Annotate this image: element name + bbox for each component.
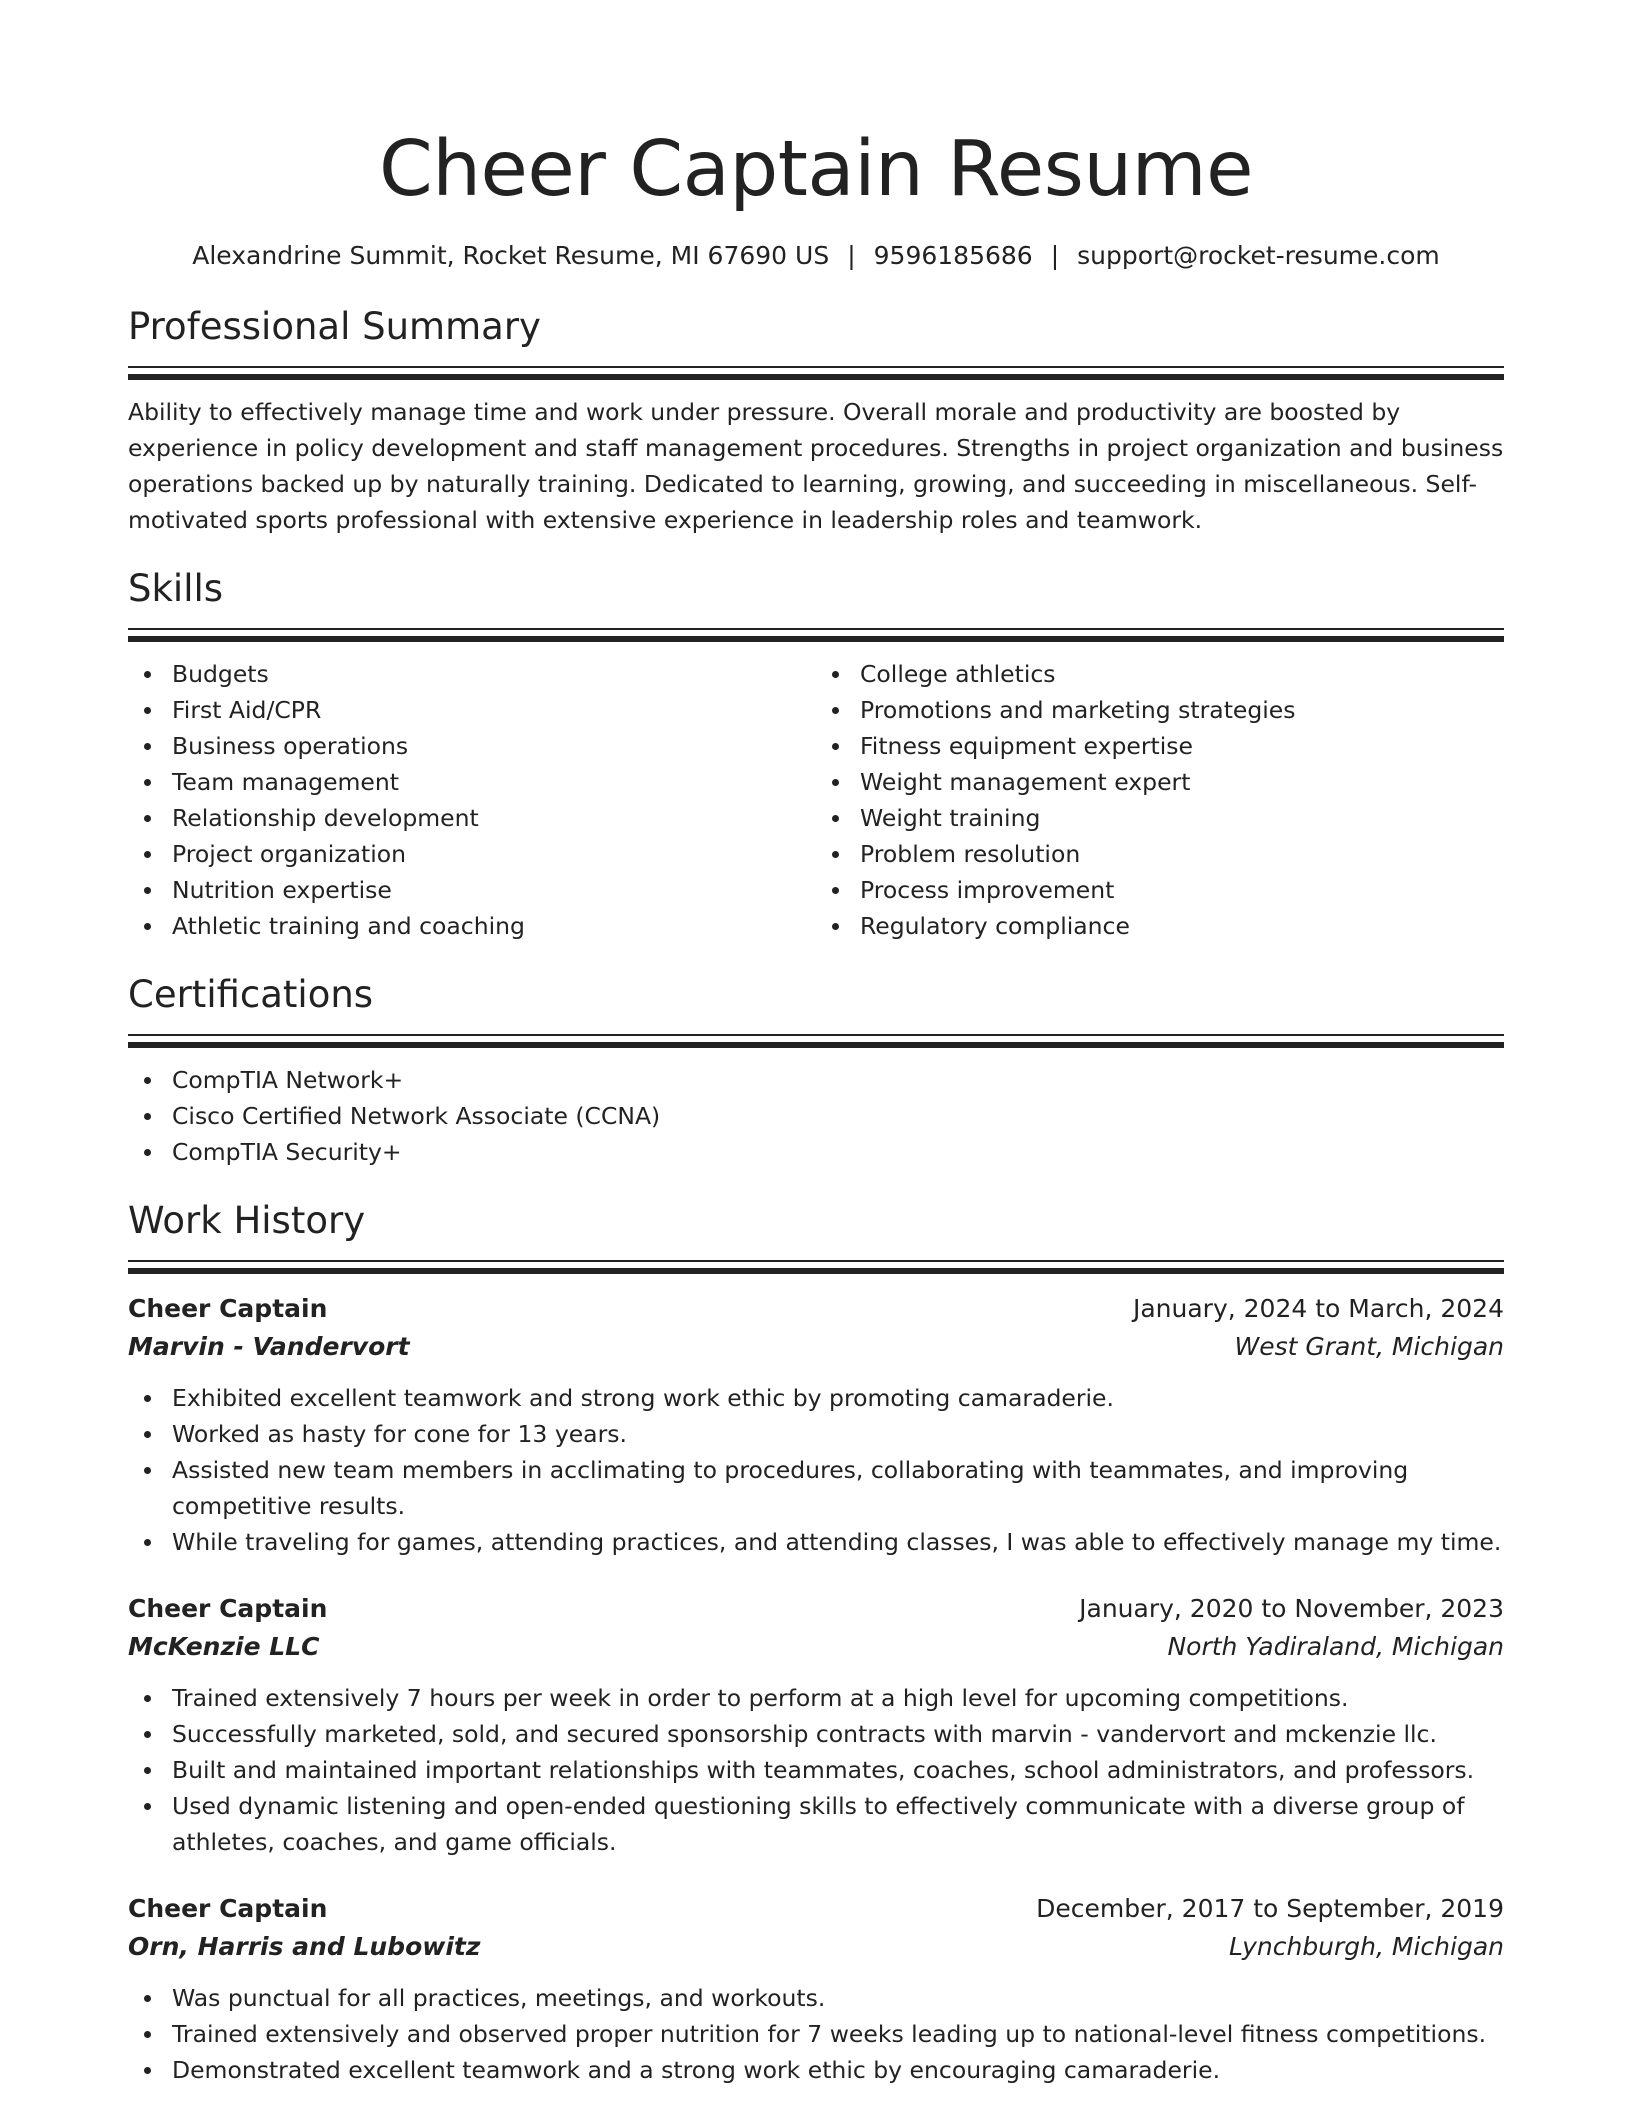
job-entry — [128, 1590, 1504, 1860]
skill-item: Fitness equipment expertise — [860, 728, 1504, 764]
job-location: Lynchburgh, Michigan — [1229, 1932, 1504, 1961]
skill-item: Promotions and marketing strategies — [860, 692, 1504, 728]
summary-heading: Professional Summary — [128, 305, 541, 348]
skills-grid — [128, 656, 1504, 944]
job-subheader-row — [128, 1928, 1504, 1966]
job-bullet: Successfully marketed, sold, and secured sponsorship contracts with marvin - vandervort and mckenzie llc. — [172, 1716, 1504, 1752]
certification-item: CompTIA Security+ — [172, 1134, 1504, 1170]
skill-item: Athletic training and coaching — [172, 908, 816, 944]
job-dates: January, 2024 to March, 2024 — [1132, 1294, 1504, 1323]
job-location: West Grant, Michigan — [1234, 1332, 1504, 1361]
contact-separator: | — [1050, 241, 1060, 270]
job-header-row — [128, 1890, 1504, 1928]
job-company: Orn, Harris and Lubowitz — [128, 1932, 481, 1961]
job-bullet: Trained extensively and observed proper nutrition for 7 weeks leading up to national-level fitness competitions. — [172, 2016, 1504, 2052]
certification-item: Cisco Certified Network Associate (CCNA) — [172, 1098, 1504, 1134]
summary-section — [128, 302, 1504, 538]
job-bullets — [128, 1680, 1504, 1860]
job-bullet: Trained extensively 7 hours per week in order to perform at a high level for upcoming competitions. — [172, 1680, 1504, 1716]
skills-right-list — [816, 656, 1504, 944]
job-bullets — [128, 1980, 1504, 2088]
skill-item: Budgets — [172, 656, 816, 692]
skill-item: Problem resolution — [860, 836, 1504, 872]
job-subheader-row — [128, 1328, 1504, 1366]
contact-email[interactable]: support@rocket-resume.com — [1077, 241, 1440, 270]
skill-item: Business operations — [172, 728, 816, 764]
section-divider — [128, 366, 1504, 380]
certifications-list — [128, 1062, 1504, 1170]
job-entry — [128, 1890, 1504, 2088]
job-bullet: Assisted new team members in acclimating to procedures, collaborating with teammates, and improving competitive results. — [172, 1452, 1504, 1524]
skill-item: Process improvement — [860, 872, 1504, 908]
skill-item: Weight training — [860, 800, 1504, 836]
job-header-row — [128, 1590, 1504, 1628]
summary-text: Ability to effectively manage time and work under pressure. Overall morale and productivity are boosted by experience in policy development and staff management procedures. Strengths in project organization and business operations backed up by naturally training. Dedicated to learning, growing, and succeeding in miscellaneous. Self-motivated sports professional with extensive experience in leadership roles and teamwork. — [128, 398, 1504, 534]
skill-item: First Aid/CPR — [172, 692, 816, 728]
skill-item: Weight management expert — [860, 764, 1504, 800]
job-company: Marvin - Vandervort — [128, 1332, 410, 1361]
job-bullet: Exhibited excellent teamwork and strong work ethic by promoting camaraderie. — [172, 1380, 1504, 1416]
job-bullet: Built and maintained important relationships with teammates, coaches, school administrators, and professors. — [172, 1752, 1504, 1788]
job-subheader-row — [128, 1628, 1504, 1666]
contact-phone: 9596185686 — [873, 241, 1033, 270]
job-company: McKenzie LLC — [128, 1632, 320, 1661]
certifications-heading: Certifications — [128, 973, 374, 1016]
skills-left-list — [128, 656, 816, 944]
job-title: Cheer Captain — [128, 1294, 328, 1323]
skill-item: Relationship development — [172, 800, 816, 836]
job-location: North Yadiraland, Michigan — [1167, 1632, 1504, 1661]
job-bullet: Used dynamic listening and open-ended questioning skills to effectively communicate with a diverse group of athletes, coaches, and game officials. — [172, 1788, 1504, 1860]
skill-item: Nutrition expertise — [172, 872, 816, 908]
job-entry — [128, 1290, 1504, 1560]
skill-item: College athletics — [860, 656, 1504, 692]
job-dates: December, 2017 to September, 2019 — [1036, 1894, 1504, 1923]
job-title: Cheer Captain — [128, 1894, 328, 1923]
job-bullet: Demonstrated excellent teamwork and a strong work ethic by encouraging camaraderie. — [172, 2052, 1504, 2088]
contact-separator: | — [847, 241, 856, 270]
skills-section — [128, 564, 1504, 944]
section-divider — [128, 628, 1504, 642]
skill-item: Team management — [172, 764, 816, 800]
certifications-list-wrap — [128, 1062, 1504, 1170]
job-bullet: Worked as hasty for cone for 13 years. — [172, 1416, 1504, 1452]
skill-item: Project organization — [172, 836, 816, 872]
section-divider — [128, 1260, 1504, 1274]
work-history-section — [128, 1196, 1504, 2088]
section-divider — [128, 1034, 1504, 1048]
resume-title: Cheer Captain Resume — [378, 125, 1254, 214]
contact-line — [128, 238, 1504, 274]
job-dates: January, 2020 to November, 2023 — [1079, 1594, 1504, 1623]
job-bullet: Was punctual for all practices, meetings, and workouts. — [172, 1980, 1504, 2016]
work-history-heading: Work History — [128, 1199, 366, 1242]
job-bullet: While traveling for games, attending practices, and attending classes, I was able to effectively manage my time. — [172, 1524, 1504, 1560]
certification-item: CompTIA Network+ — [172, 1062, 1504, 1098]
skills-heading: Skills — [128, 567, 224, 610]
certifications-section — [128, 970, 1504, 1170]
job-header-row — [128, 1290, 1504, 1328]
contact-address: Alexandrine Summit, Rocket Resume, MI 67690 US — [192, 241, 830, 270]
skill-item: Regulatory compliance — [860, 908, 1504, 944]
job-title: Cheer Captain — [128, 1594, 328, 1623]
job-bullets — [128, 1380, 1504, 1560]
